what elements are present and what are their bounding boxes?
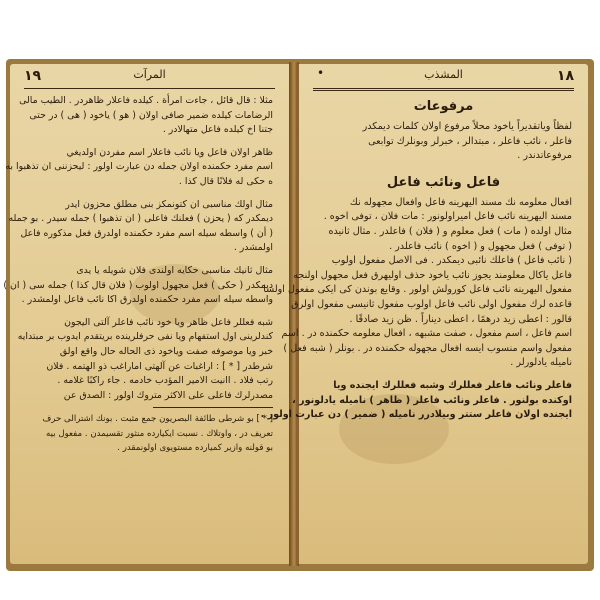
text-line: مفعول واسم منسوب ايسه افعال مجهوله حكمنده در . بونلر ( شبه فعل ): [283, 342, 572, 354]
text-line: اولمشدر .: [233, 242, 273, 254]
bold-text-line: فاعلر ونائب فاعلر فعللرك وشبه فعللرك ايجنده ويا: [333, 379, 572, 391]
right-header-rule: [313, 88, 574, 91]
text-line: افعال معلومه نك مسند اليهرينه فاعل وافعال مجهوله نك: [349, 196, 572, 208]
left-page: [3, 64, 292, 564]
text-line: مثال ثانيك مناسبى حكايه اولندى فلان شويله يا يدى: [76, 264, 273, 276]
text-line: جتنا اخ كيلده فاعل متهالادر .: [162, 124, 273, 136]
text-line: قاعده لرك مفعول اولى نائب فاعل اولوب مفعول ثانيسى مفعول اولرق: [291, 298, 572, 310]
text-line: كندلرينى اول استفهام ويا نفى حرفلرينده بريتقدم ايدوب بر مبتدايه: [17, 331, 273, 343]
text-line: ( توفى ) فعل مجهول و ( اخوه ) نائب فاعلدر .: [389, 240, 572, 252]
text-line: شرطدر [ * ] : اراغبات عن آلهتى اماراغب ذو الهتمه . فلان: [46, 360, 273, 372]
right-text-block: [260, 94, 572, 423]
left-page-number: ١٩: [24, 68, 42, 84]
text-line: الرضامات كيلده ضمير صافى اولان ( هو ) ياخود ( هى ) در حتى: [29, 109, 273, 121]
subsection-title: فاعل ونائب فاعل: [386, 174, 501, 190]
text-line: مرفوعاتدندر .: [517, 150, 572, 162]
text-line: مصدرلرك فاعلى على الاكثر متروك اولور : الصدق عن: [63, 389, 273, 401]
text-line: رتب فلاد . اانيت الامير المؤدب خادمه . جاء راكبًا غلامه .: [57, 375, 273, 387]
text-line: قالور : اعطى زيد درهمًا ، اعطى ديناراً . ظن زيد صادقًا .: [349, 313, 572, 325]
text-line: مفعول اليهرينه نائب فاعل كورولش اولور . وقايع بوندن كى ايكى مفعول اولسا: [263, 284, 572, 296]
ornament-dot: •: [317, 66, 325, 80]
text-line: فاعلر ، نائب فاعلر ، مبتدالر ، خبرلر وبونلرك توابعى: [368, 135, 572, 147]
text-line: مسند اليهرينه نائب فاعل اميراولونور : مات فلان ، توفى اخوه .: [323, 211, 572, 223]
footnote-rule: [153, 407, 273, 408]
bold-text-line: ايجنده اولان فاعلر ستتر وبيلادرر ناميله ( ضمير ) دن عبارت اولور .: [260, 409, 572, 421]
text-line: واسطه سيله اسم مفرد حكمنده اولدرق اكا نائب فاعل اولمشدر .: [21, 294, 273, 306]
text-line: لفظاً وياتقديراً ياخود محلاً مرفوع اولان كلمات ديمكدر: [362, 121, 572, 132]
text-line: خبر ويا موصوفه صفت وياخود ذى الحاله حال واقع اولق: [59, 345, 273, 357]
bold-text-line: اوكنده بولنور . فاعلر ونائب فاعلر ( ظاهر ) ناميله يادلونور ،: [292, 394, 572, 406]
text-line: ديمكدر كه ( يحزن ) فعلنك فاعلى ( ان تذهبوا ) جمله سيدر . بو جمله: [8, 213, 273, 225]
left-page-header: [24, 68, 275, 86]
left-text-block: [3, 94, 273, 456]
right-page-number: ١٨: [556, 68, 574, 84]
right-page-header: [313, 68, 574, 86]
text-line: مثال اولك مناسبى ان كتونمكز بنى مطلق محزون ايدر: [65, 198, 273, 210]
text-line: مثلا : قال قائل ، جاءت امرأة . كيلده فاعلار ظاهردر . الطيب مالى: [19, 95, 273, 106]
footnote-line: بو قولنه وازير كميارده مستويوى اولونمقدر .: [117, 443, 273, 454]
text-line: ( أن ) واسطه سيله اسم مفرد حكمنده اولدرق فعل مذكوره فاعل: [20, 227, 273, 239]
text-line: ظاهر اولان فاعل ويا نائب فاعلار اسم مفردن اولديغي: [66, 146, 273, 158]
text-line: ه حكى له فلانًا قال كذا .: [178, 175, 273, 187]
text-line: فاعل ياكال معلومند يجوز نائب ياخود حذف اوليهرق فعل مجهول اولنجه: [293, 269, 572, 281]
left-running-head: المرآت: [133, 68, 166, 81]
left-header-rule: [24, 88, 275, 89]
section-title: مرفوعات: [413, 99, 474, 114]
text-line: شبه فعللر فاعل ظاهر ويا خود نائب فاعلر آلتى اليجون: [64, 316, 273, 328]
right-running-head: المشذب: [424, 68, 463, 81]
text-line: ( نائب فاعل ) فاعلك نائبى ديمكدر . فى الاصل مفعول اولوب: [331, 255, 572, 267]
text-line: مثال اولده ( مات ) فعل معلوم و ( فلان ) فاعلدر . مثال ثانيده: [328, 225, 572, 237]
text-line: ناميله يادلورلر .: [510, 357, 572, 369]
footnote-line: [ * ] بو شرطى طائفة البصريون جمع مثبت . بونك اشترالى حرف: [42, 414, 273, 425]
text-line: اسم فاعل ، اسم مفعول ، صفت مشبهه ، افعال معلومه حكمنده در . اسم: [281, 328, 572, 340]
text-line: ديمكدر ( حكى ) فعل مجهول اولوب ( فلان قال كذا ) جمله سى ( ان ): [3, 279, 273, 291]
right-page: [260, 64, 588, 564]
footnote-line: تعريف در ، واوتلاك . نسبت ايكيارده منثور تقسيمدن . مفعول بيه: [46, 428, 273, 439]
text-line: اسم مفرد حكمنده اولان جمله دن عبارت اولور : ليحزننى ان تذهبوا به: [5, 161, 273, 173]
